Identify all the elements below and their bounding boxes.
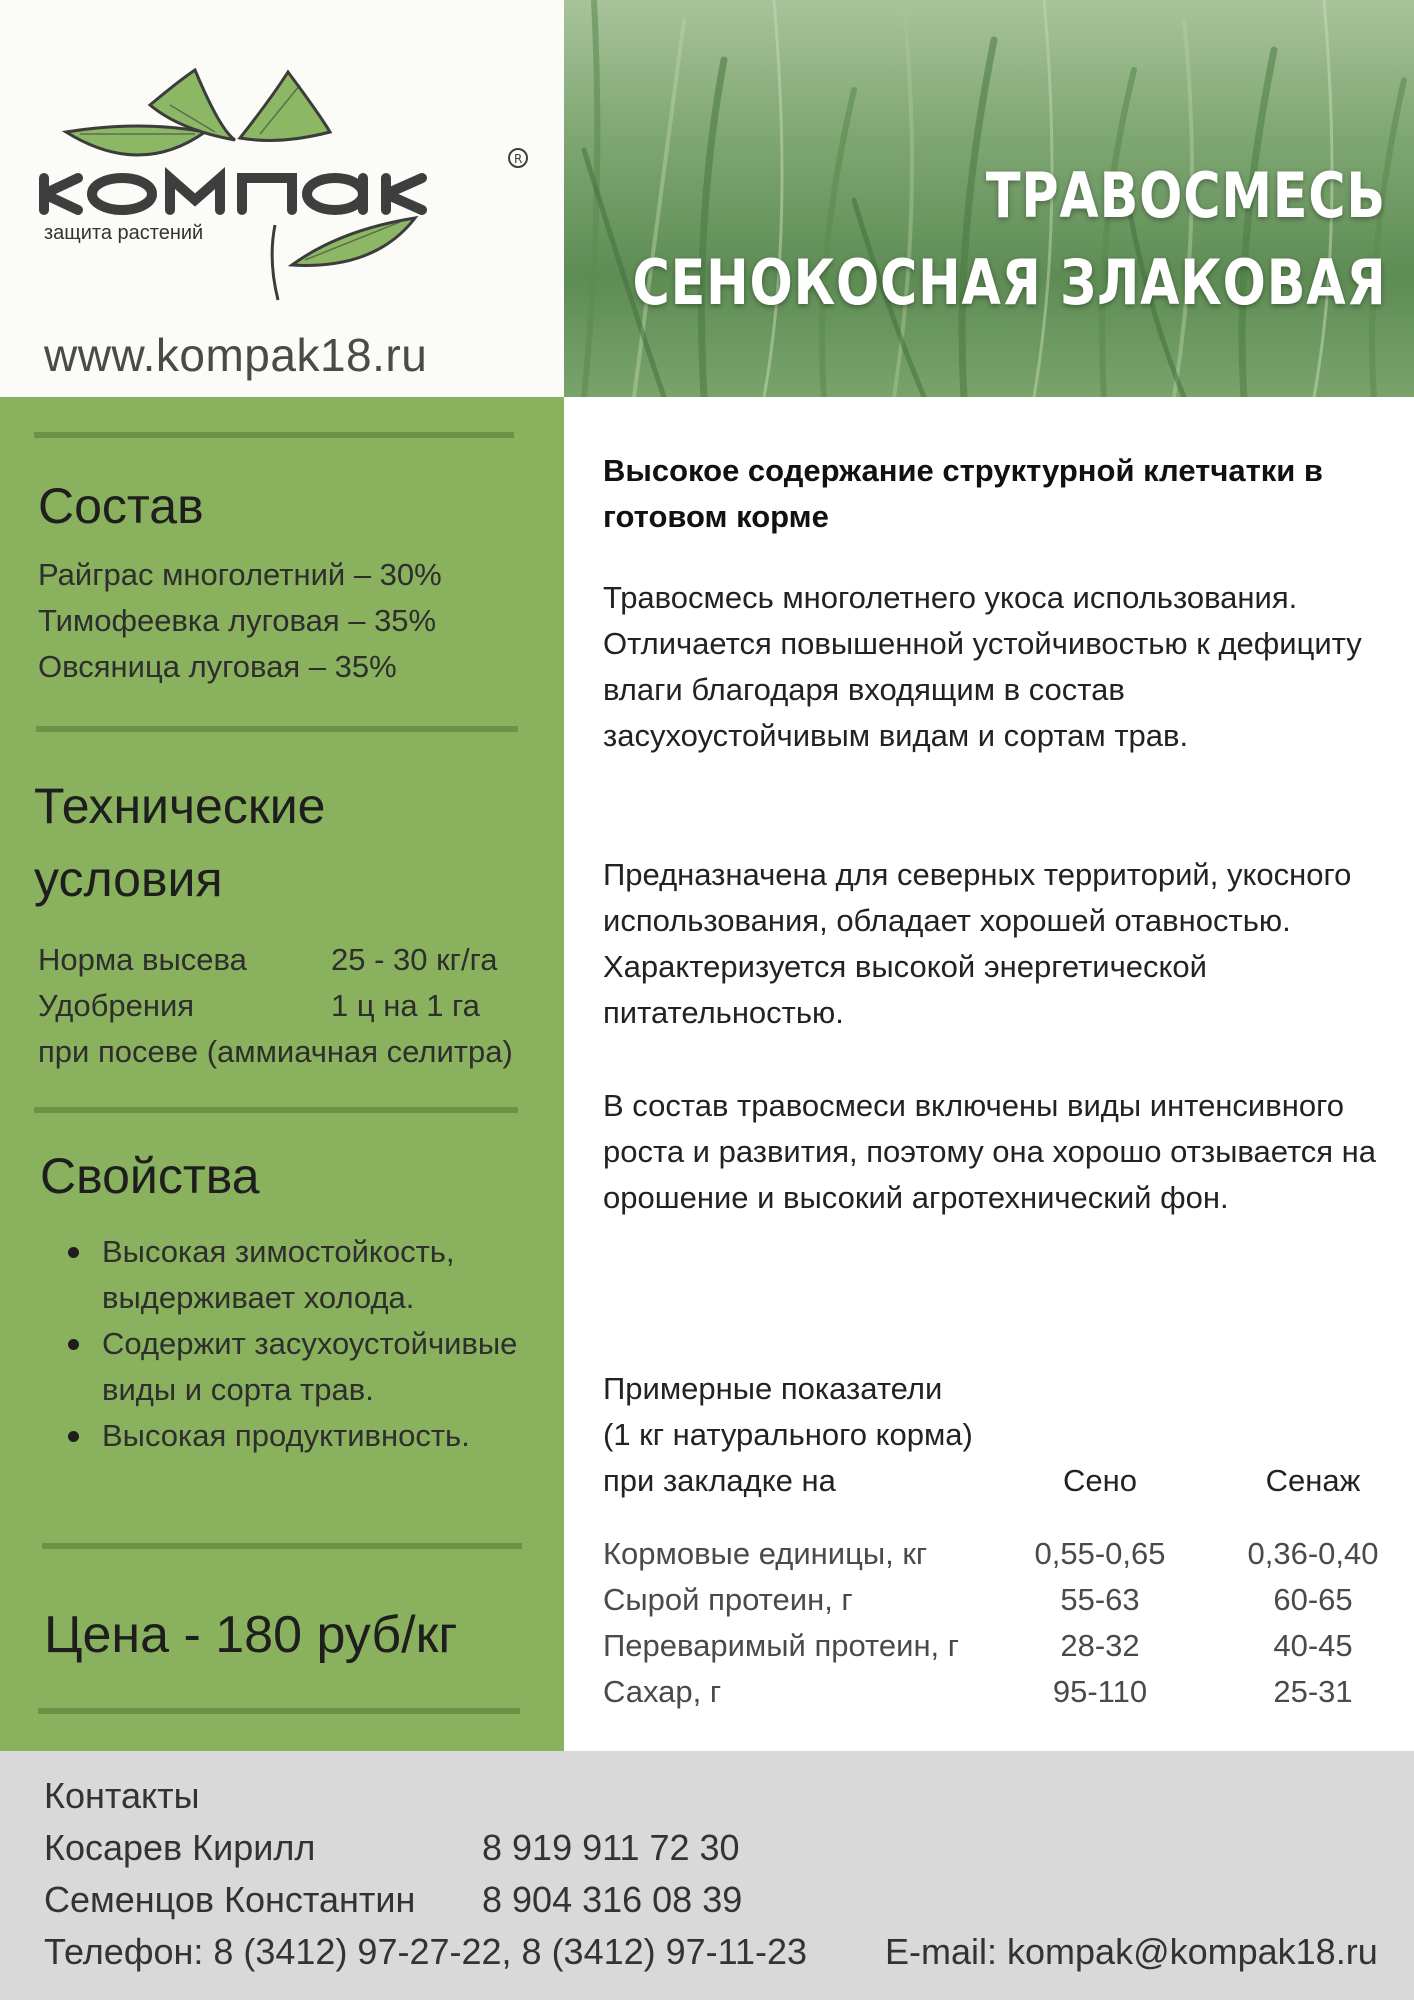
properties-item: Содержит засухоустойчивые виды и сорта трав.: [102, 1321, 572, 1413]
brand-tagline: защита растений: [44, 222, 204, 244]
description-paragraph: Предназначена для северных территорий, укосного использования, обладает хорошей отавностью. Характеризуется высокой энергетической питательностью.: [603, 857, 1352, 1030]
hero-title-line-1: ТРАВОСМЕСЬ: [985, 159, 1386, 232]
fertilizer-value: 1 ц на 1 га: [331, 988, 480, 1023]
table-header-row: [603, 1458, 1403, 1504]
seeding-rate-value: 25 - 30 кг/га: [331, 942, 498, 977]
divider: [34, 1107, 518, 1113]
haylage-value: 25-31: [1273, 1674, 1353, 1709]
composition-item: Овсяница луговая – 35%: [38, 649, 397, 684]
logo-panel: [0, 0, 564, 397]
tech-heading-line-2: условия: [34, 851, 223, 907]
contact-person: Косарев Кирилл: [44, 1827, 316, 1868]
row-label: Переваримый протеин, г: [603, 1628, 960, 1663]
table-row: [603, 1577, 1403, 1623]
contact-person: Семенцов Константин: [44, 1879, 416, 1920]
table-row: [603, 1669, 1403, 1715]
email-link[interactable]: E-mail: kompak@kompak18.ru: [885, 1931, 1378, 1972]
table-row: [603, 1623, 1403, 1669]
contact-phone[interactable]: 8 919 911 72 30: [482, 1827, 740, 1868]
column-header-hay: Сено: [1063, 1463, 1137, 1498]
properties-list: [38, 1229, 572, 1459]
composition-item: Тимофеевка луговая – 35%: [38, 603, 437, 638]
row-label: Кормовые единицы, кг: [603, 1536, 928, 1571]
fertilizer-label: Удобрения: [38, 988, 195, 1023]
properties-item: Высокая зимостойкость, выдерживает холода.: [102, 1229, 572, 1321]
description-paragraph: Травосмесь многолетнего укоса использования. Отличается повышенной устойчивостью к дефициту влаги благодаря входящим в состав засухоустойчивым видам и сортам трав.: [603, 580, 1362, 753]
description-paragraph: В состав травосмеси включены виды интенсивного роста и развития, поэтому она хорошо отзывается на орошение и высокий агротехнический фон.: [603, 1088, 1377, 1215]
price: Цена - 180 руб/кг: [44, 1606, 458, 1664]
contacts-heading: Контакты: [44, 1775, 200, 1816]
haylage-value: 40-45: [1273, 1628, 1353, 1663]
haylage-value: 60-65: [1273, 1582, 1353, 1617]
contact-phone[interactable]: 8 904 316 08 39: [482, 1879, 743, 1920]
hay-value: 0,55-0,65: [1034, 1536, 1166, 1571]
properties-heading: Свойства: [40, 1148, 260, 1204]
hero-grass-image: [564, 0, 1414, 397]
divider: [36, 726, 518, 732]
hay-value: 95-110: [1052, 1674, 1148, 1709]
hay-value: 55-63: [1060, 1582, 1140, 1617]
composition-item: Райграс многолетний – 30%: [38, 557, 442, 592]
properties-item: Высокая продуктивность.: [102, 1413, 572, 1459]
hay-value: 28-32: [1060, 1628, 1140, 1663]
contacts-footer: [0, 1751, 1414, 2000]
row-label: Сахар, г: [603, 1674, 722, 1709]
table-row: [603, 1531, 1403, 1577]
haylage-value: 0,36-0,40: [1247, 1536, 1379, 1571]
fertilizer-note: при посеве (аммиачная селитра): [38, 1034, 513, 1069]
seeding-rate-label: Норма высева: [38, 942, 247, 977]
row-label: Сырой протеин, г: [603, 1582, 853, 1617]
hero-title-line-2: СЕНОКОСНАЯ ЗЛАКОВАЯ: [632, 246, 1386, 319]
table-caption: при закладке на: [603, 1463, 836, 1498]
composition-heading: Состав: [38, 478, 204, 534]
divider: [38, 1708, 520, 1714]
svg-text:R: R: [514, 152, 523, 166]
table-caption: (1 кг натурального корма): [603, 1417, 973, 1452]
divider: [34, 432, 514, 438]
lead-text: Высокое содержание структурной клетчатки в готовом корме: [603, 453, 1323, 534]
divider: [42, 1543, 522, 1549]
table-caption: Примерные показатели: [603, 1371, 943, 1406]
tech-heading-line-1: Технические: [34, 778, 326, 834]
office-phones[interactable]: Телефон: 8 (3412) 97-27-22, 8 (3412) 97-11-23: [44, 1931, 808, 1972]
column-header-haylage: Сенаж: [1265, 1463, 1361, 1498]
site-url[interactable]: www.kompak18.ru: [44, 329, 428, 381]
kompak-logo: [30, 60, 550, 320]
